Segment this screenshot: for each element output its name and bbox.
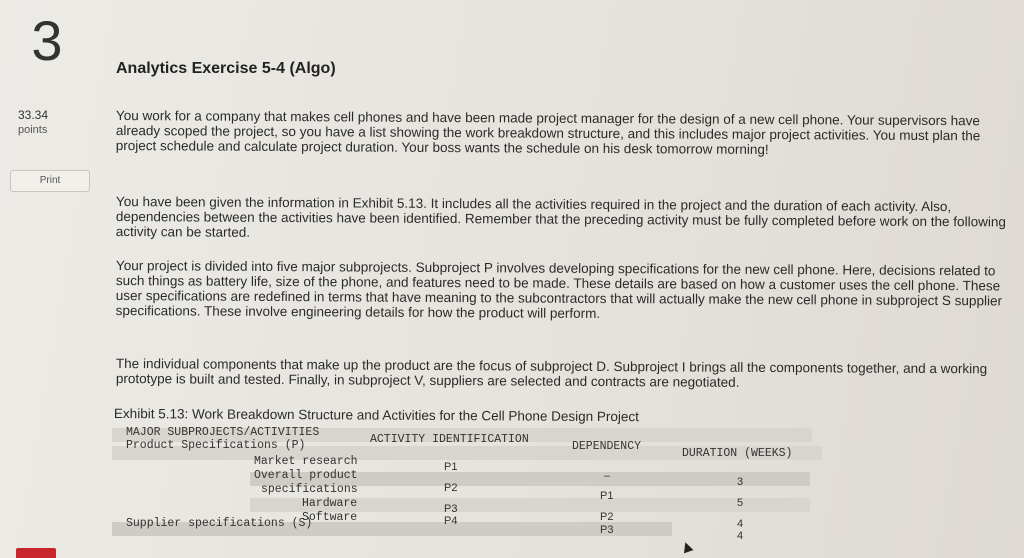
- dependency-cell: P3: [600, 524, 614, 536]
- points-value: 33.34: [18, 108, 49, 122]
- question-number: 3: [31, 9, 63, 72]
- duration-cell: 4: [737, 530, 744, 542]
- duration-cell: 3: [737, 476, 744, 488]
- activity-overall-product: Overall product: [254, 469, 358, 482]
- activity-hardware: Hardware: [302, 497, 358, 510]
- dependency-cell: P1: [600, 490, 614, 502]
- activity-software: Software: [302, 511, 358, 524]
- paragraph-components: The individual components that make up the product are the focus of subproject D. Subproject I brings all the components together, and a working prototype is built and tested. Finally, in subproject V, suppliers are selected and contracts are negotiated.: [115, 356, 988, 390]
- header-activity: ACTIVITY IDENTIFICATION: [370, 433, 529, 446]
- paragraph-subprojects: Your project is divided into five major subprojects. Subproject P involves developing specifications for the new cell phone. Here, decisions related to such things as battery life, size of the phone, and features need to be made. These details are based on how a customer uses the cell phone. These user specifications are redefined in terms that have meaning to the subcontractors that will actually make the new cell phone in subproject S supplier specifications. These involve engineering details for how the product will perform.: [115, 258, 1003, 321]
- header-subprojects: MAJOR SUBPROJECTS/ACTIVITIES: [126, 426, 320, 439]
- duration-cell: 5: [737, 497, 744, 509]
- paragraph-intro: You work for a company that makes cell phones and have been made project manager for the design of a new cell phone. Your supervisors have already scoped the project, so you have a list showing the work breakdown structure, and this includes major project activities. You must plan the project schedule and calculate project duration. Your boss wants the schedule on his desk tomorrow morning!: [115, 108, 981, 157]
- exercise-title: Analytics Exercise 5-4 (Algo): [116, 60, 336, 77]
- dependency-cell: –: [604, 470, 611, 482]
- exhibit-caption: Exhibit 5.13: Work Breakdown Structure and Activities for the Cell Phone Design Project: [113, 406, 640, 425]
- points-label: points: [18, 124, 48, 136]
- activity-id: P3: [444, 503, 458, 515]
- duration-cell: 4: [737, 518, 744, 530]
- activity-id: P2: [444, 482, 458, 494]
- activity-id: P1: [444, 461, 458, 473]
- section-product-specifications: Product Specifications (P): [126, 439, 306, 452]
- section-supplier-specifications: Supplier specifications (S): [126, 517, 313, 530]
- activity-specifications: specifications: [261, 483, 358, 496]
- print-button[interactable]: Print: [10, 170, 90, 192]
- dependency-cell: P2: [600, 511, 614, 523]
- header-duration: DURATION (WEEKS): [682, 447, 793, 460]
- activity-id: P4: [444, 515, 458, 527]
- brand-badge: [16, 548, 56, 558]
- header-dependency: DEPENDENCY: [572, 440, 642, 453]
- mouse-cursor-icon: [681, 541, 694, 554]
- activity-market-research: Market research: [254, 455, 358, 468]
- paragraph-exhibit-info: You have been given the information in Exhibit 5.13. It includes all the activities required in the project and the duration of each activity. Also, dependencies between the activities have been identified. Remember that the preceding activity must be fully completed before work on the following activity can be started.: [115, 194, 1006, 240]
